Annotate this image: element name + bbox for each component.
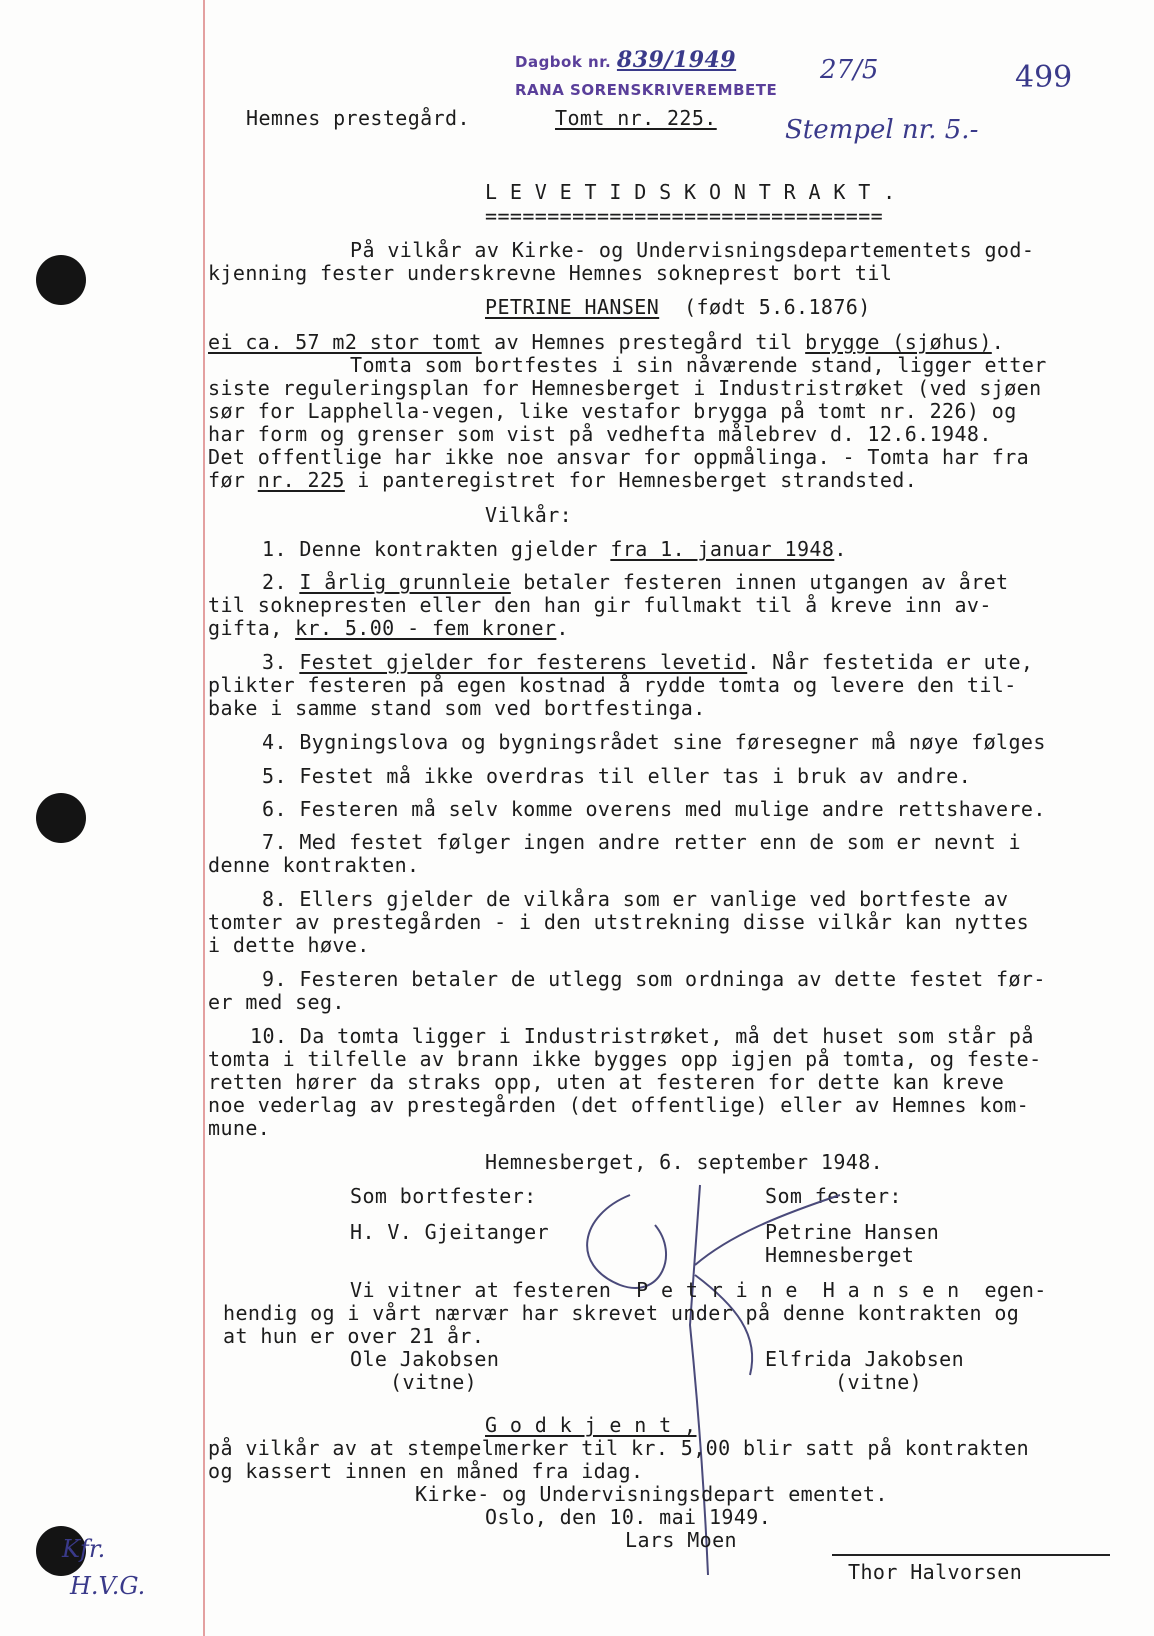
page-number: 499 xyxy=(1015,60,1073,95)
condition-4: 4. Bygningslova og bygningsrådet sine føresegner må nøye følges xyxy=(262,730,1046,754)
handwritten-date: 27/5 xyxy=(820,55,879,85)
lessee-label: Som fester: xyxy=(765,1184,902,1208)
condition-9: 9. Festeren betaler de utlegg som ordninga av dette festet før- xyxy=(262,967,1046,991)
condition-6: 6. Festeren må selv komme overens med mulige andre rettshavere. xyxy=(262,797,1046,821)
condition-10: 10. Da tomta ligger i Industristrøket, må det huset som står på xyxy=(250,1024,1034,1048)
approval-heading: G o d k j e n t , xyxy=(485,1413,697,1437)
condition-8-line: i dette høve. xyxy=(208,933,370,957)
description-line: ei ca. 57 m2 stor tomt av Hemnes prestegård til brygge (sjøhus). xyxy=(208,330,1005,354)
condition-2-line: gifta, kr. 5.00 - fem kroner. xyxy=(208,616,569,640)
intro-line: kjenning fester underskrevne Hemnes sokneprest bort til xyxy=(208,261,893,285)
condition-9-line: er med seg. xyxy=(208,990,345,1014)
condition-10-line: noe vederlag av prestegården (det offentlige) eller av Hemnes kom- xyxy=(208,1093,1030,1117)
initials-note: Kfr. xyxy=(62,1535,106,1563)
header-tomt: Tomt nr. 225. xyxy=(555,106,717,130)
description-line: Tomta som bortfestes i sin nåværende stand, ligger etter xyxy=(350,353,1047,377)
condition-3: 3. Festet gjelder for festerens levetid. Når festetida er ute, xyxy=(262,650,1034,674)
witness-2-name: Elfrida Jakobsen xyxy=(765,1347,965,1371)
condition-5: 5. Festet må ikke overdras til eller tas i bruk av andre. xyxy=(262,764,972,788)
approval-signer-1: Lars Moen xyxy=(625,1528,737,1552)
place-date: Hemnesberget, 6. september 1948. xyxy=(485,1150,884,1174)
description-line: sør for Lapphella-vegen, like vestafor brygga på tomt nr. 226) og xyxy=(208,399,1017,423)
condition-7-line: denne kontrakten. xyxy=(208,853,420,877)
condition-1: 1. Denne kontrakten gjelder fra 1. januar 1948. xyxy=(262,537,847,561)
dagbok-stamp: Dagbok nr. 839/1949 xyxy=(515,47,737,73)
approval-signer-2: Thor Halvorsen xyxy=(848,1560,1023,1584)
witness-1-name: Ole Jakobsen xyxy=(350,1347,500,1371)
condition-8-line: tomter av prestegården - i den utstrekning disse vilkår kan nyttes xyxy=(208,910,1030,934)
approval-dept: Kirke- og Undervisningsdepart ementet. xyxy=(415,1482,888,1506)
lessor-label: Som bortfester: xyxy=(350,1184,537,1208)
document-title: L E V E T I D S K O N T R A K T . xyxy=(485,180,896,204)
tenant-born: (født 5.6.1876) xyxy=(684,295,871,319)
initials-note: H.V.G. xyxy=(70,1572,146,1600)
condition-2: 2. I årlig grunnleie betaler festeren innen utgangen av året xyxy=(262,570,1009,594)
lessee-name: Petrine Hansen xyxy=(765,1220,940,1244)
stempel-note: Stempel nr. 5.- xyxy=(785,115,979,145)
description-line: før nr. 225 i panteregistret for Hemnesberget strandsted. xyxy=(208,468,918,492)
margin-line xyxy=(203,0,205,1636)
condition-10-line: retten hører da straks opp, uten at festeren for dette kan kreve xyxy=(208,1070,1005,1094)
intro-line: På vilkår av Kirke- og Undervisningsdepartementets god- xyxy=(350,238,1035,262)
condition-2-line: til soknepresten eller den han gir fullmakt til å kreve inn av- xyxy=(208,593,992,617)
header-place: Hemnes prestegård. xyxy=(246,106,470,130)
condition-8: 8. Ellers gjelder de vilkåra som er vanlige ved bortfeste av xyxy=(262,887,1009,911)
approval-line: på vilkår av at stempelmerker til kr. 5,00 blir satt på kontrakten xyxy=(208,1436,1030,1460)
condition-3-line: plikter festeren på egen kostnad å rydde tomta og levere den til- xyxy=(208,673,1017,697)
punch-hole xyxy=(36,793,86,843)
tenant-line xyxy=(485,295,871,319)
condition-7: 7. Med festet følger ingen andre retter enn de som er nevnt i xyxy=(262,830,1021,854)
witness-line: hendig og i vårt nærvær har skrevet under på denne kontrakten og xyxy=(223,1301,1020,1325)
punch-hole xyxy=(36,255,86,305)
approval-date: Oslo, den 10. mai 1949. xyxy=(485,1505,772,1529)
witness-2-role: (vitne) xyxy=(835,1370,923,1394)
description-line: siste reguleringsplan for Hemnesberget i Industristrøket (ved sjøen xyxy=(208,376,1042,400)
signature-line xyxy=(832,1554,1110,1556)
title-rule: ================================ xyxy=(485,204,884,228)
condition-10-line: tomta i tilfelle av brann ikke bygges opp igjen på tomta, og feste- xyxy=(208,1047,1042,1071)
lessor-name: H. V. Gjeitanger xyxy=(350,1220,550,1244)
tenant-name: PETRINE HANSEN xyxy=(485,295,660,319)
description-line: Det offentlige har ikke noe ansvar for oppmålinga. - Tomta har fra xyxy=(208,445,1030,469)
conditions-heading: Vilkår: xyxy=(485,503,573,527)
witness-line: Vi vitner at festeren P e t r i n e H a n s e n egen- xyxy=(350,1278,1047,1302)
office-stamp: RANA SORENSKRIVEREMBETE xyxy=(515,81,778,99)
description-line: har form og grenser som vist på vedhefta målebrev d. 12.6.1948. xyxy=(208,422,992,446)
witness-1-role: (vitne) xyxy=(390,1370,478,1394)
witness-line: at hun er over 21 år. xyxy=(223,1324,485,1348)
lessee-place: Hemnesberget xyxy=(765,1243,915,1267)
condition-10-line: mune. xyxy=(208,1116,271,1140)
condition-3-line: bake i samme stand som ved bortfestinga. xyxy=(208,696,706,720)
approval-line: og kassert innen en måned fra idag. xyxy=(208,1459,644,1483)
